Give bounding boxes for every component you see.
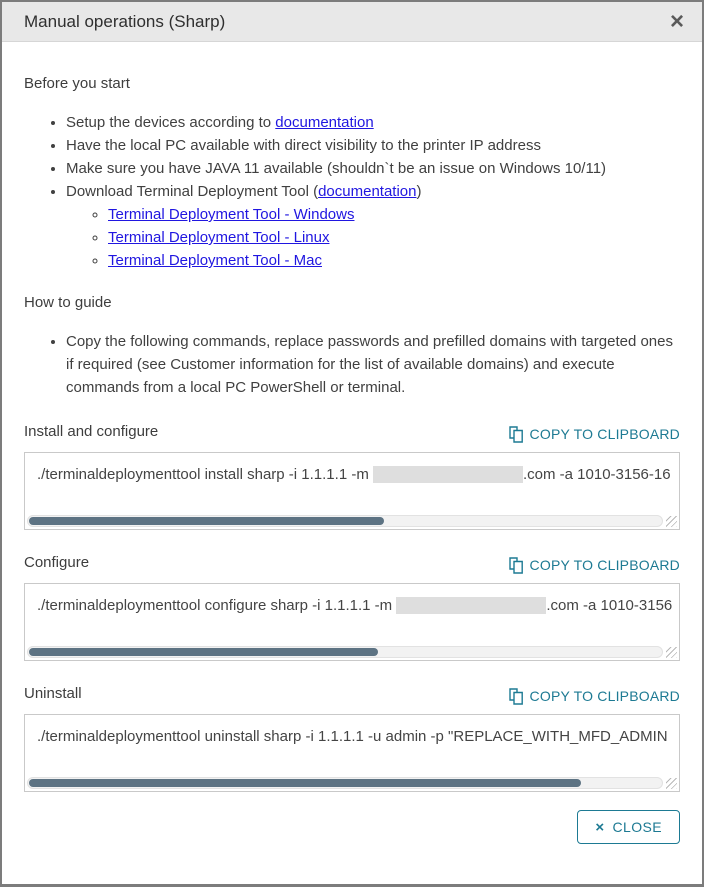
before-you-start-heading: Before you start — [24, 75, 130, 92]
bullet-text: ) — [416, 183, 422, 200]
list-item — [66, 111, 680, 134]
tdt-windows-link[interactable]: Terminal Deployment Tool - Windows — [108, 206, 355, 223]
command-label: Uninstall — [24, 685, 82, 702]
tool-download-list — [66, 203, 680, 272]
list-item: • Have the local PC available with direct visibility to the printer IP address — [66, 134, 680, 157]
code-text: ./terminaldeploymenttool uninstall sharp -i 1.1.1.1 -u admin -p "REPLACE_WITH_MFD_ADMIN — [37, 728, 668, 745]
dialog-body — [2, 42, 702, 868]
command-section-uninstall — [24, 682, 680, 792]
tdt-documentation-link[interactable]: documentation — [318, 183, 417, 200]
command-section-install — [24, 420, 680, 530]
copy-label: COPY TO CLIPBOARD — [529, 557, 680, 573]
copy-to-clipboard-button[interactable] — [509, 425, 680, 443]
command-header — [24, 420, 680, 443]
list-item — [108, 226, 680, 249]
close-x-icon: × — [595, 818, 605, 836]
list-item — [108, 203, 680, 226]
list-item: • Copy the following commands, replace passwords and prefilled domains with targeted ones if required (see Customer information for the list of available domains) and execute commands from a local PC PowerShell or terminal. — [66, 330, 680, 399]
copy-icon — [509, 688, 524, 705]
dialog-footer — [24, 810, 680, 868]
how-to-guide-heading: How to guide — [24, 294, 112, 311]
code-text: .com -a 1010-3156 — [546, 597, 673, 614]
command-text — [25, 584, 679, 617]
dialog-title: Manual operations (Sharp) — [24, 11, 226, 31]
code-text: .com -a 1010-3156-16 — [522, 466, 671, 483]
bullet-text: Setup the devices according to — [66, 114, 276, 131]
horizontal-scrollbar[interactable] — [27, 777, 663, 789]
copy-to-clipboard-button[interactable] — [509, 556, 680, 574]
close-button-label: CLOSE — [612, 819, 662, 835]
horizontal-scrollbar[interactable] — [27, 646, 663, 658]
copy-label: COPY TO CLIPBOARD — [529, 426, 680, 442]
code-text: ./terminaldeploymenttool configure sharp -i 1.1.1.1 -m — [37, 597, 397, 614]
command-textarea[interactable] — [24, 714, 680, 792]
horizontal-scrollbar[interactable] — [27, 515, 663, 527]
redacted-domain — [373, 466, 523, 483]
command-text — [25, 453, 679, 486]
dialog-header — [2, 2, 702, 42]
code-text: ./terminaldeploymenttool install sharp -i 1.1.1.1 -m — [37, 466, 373, 483]
close-icon[interactable]: × — [669, 7, 684, 35]
bullet-text: Download Terminal Deployment Tool ( — [66, 183, 319, 200]
redacted-domain — [396, 597, 546, 614]
before-you-start-list — [24, 111, 680, 272]
close-button[interactable] — [577, 810, 680, 844]
list-item: • Make sure you have JAVA 11 available (shouldn`t be an issue on Windows 10/11) — [66, 157, 680, 180]
scrollbar-thumb[interactable] — [29, 648, 378, 656]
scrollbar-thumb[interactable] — [29, 517, 384, 525]
command-label: Install and configure — [24, 423, 159, 440]
tdt-mac-link[interactable]: Terminal Deployment Tool - Mac — [108, 252, 322, 269]
command-label: Configure — [24, 554, 90, 571]
copy-icon — [509, 557, 524, 574]
resize-grip-icon[interactable] — [666, 778, 677, 789]
resize-grip-icon[interactable] — [666, 516, 677, 527]
command-textarea[interactable] — [24, 452, 680, 530]
list-item — [66, 180, 680, 272]
resize-grip-icon[interactable] — [666, 647, 677, 658]
command-header — [24, 551, 680, 574]
how-to-list — [24, 330, 680, 399]
copy-icon — [509, 426, 524, 443]
copy-label: COPY TO CLIPBOARD — [529, 688, 680, 704]
scrollbar-thumb[interactable] — [29, 779, 581, 787]
documentation-link[interactable]: documentation — [275, 114, 374, 131]
command-section-configure — [24, 551, 680, 661]
command-header — [24, 682, 680, 705]
list-item — [108, 249, 680, 272]
copy-to-clipboard-button[interactable] — [509, 687, 680, 705]
command-text — [25, 715, 679, 748]
command-textarea[interactable] — [24, 583, 680, 661]
tdt-linux-link[interactable]: Terminal Deployment Tool - Linux — [108, 229, 330, 246]
